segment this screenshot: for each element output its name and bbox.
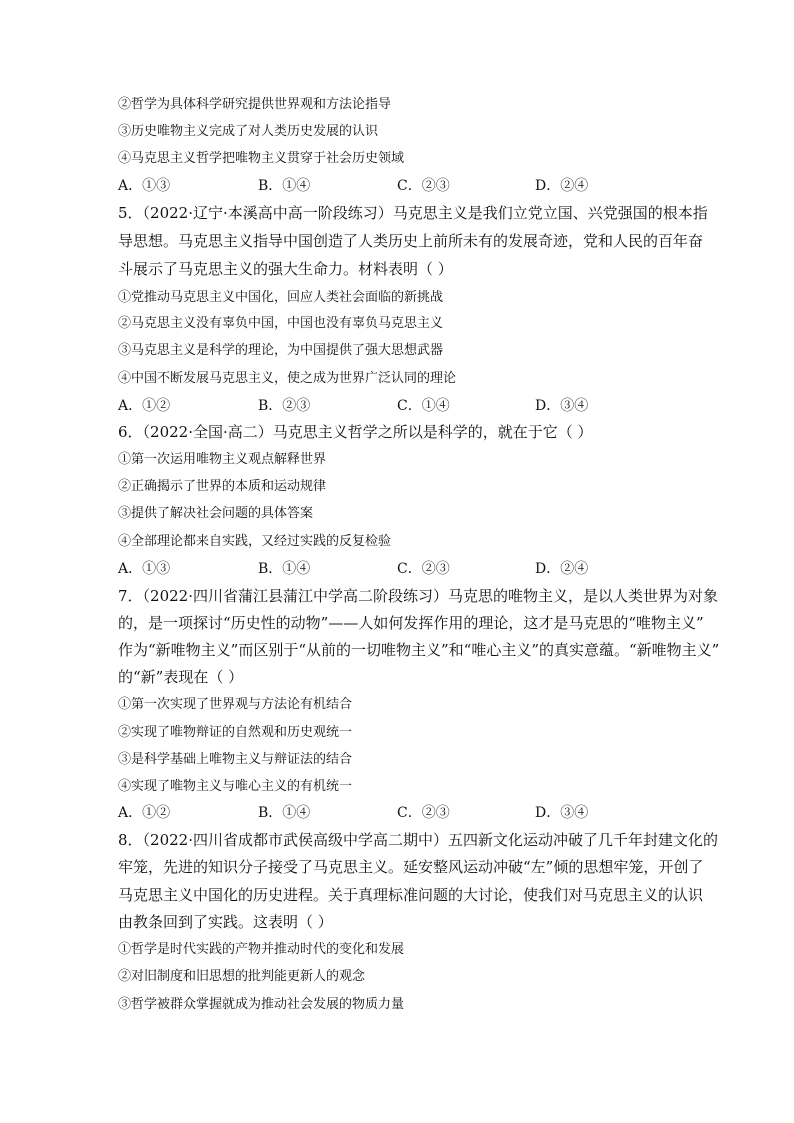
q5-option-b[interactable]: B．②③ [258, 398, 311, 414]
q7-item-2: ②实现了唯物辩证的自然观和历史观统一 [118, 725, 353, 740]
q6-item-2: ②正确揭示了世界的本质和运动规律 [118, 479, 327, 494]
q4-item-4: ④马克思主义哲学把唯物主义贯穿于社会历史领域 [118, 151, 405, 166]
q8-stem-line-1: 8．（2022·四川省成都市武侯高级中学高二期中）五四新文化运动冲破了几千年封建文化的 [118, 831, 718, 849]
q6-option-b[interactable]: B．①④ [258, 561, 311, 577]
q6-option-d[interactable]: D．②④ [535, 561, 589, 577]
q8-stem-line-2: 牢笼，先进的知识分子接受了马克思主义。延安整风运动冲破“左”倾的思想牢笼，开创了 [118, 858, 704, 876]
q8-stem-line-4: 由教条回到了实践。这表明（ ） [118, 913, 333, 931]
q6-option-c[interactable]: C．②③ [397, 561, 450, 577]
q6-item-1: ①第一次运用唯物主义观点解释世界 [118, 452, 327, 467]
q5-stem-line-2: 导思想。马克思主义指导中国创造了人类历史上前所未有的发展奇迹，党和人民的百年奋 [118, 232, 704, 250]
q4-option-b[interactable]: B．①④ [258, 178, 311, 194]
q5-item-1: ①党推动马克思主义中国化，回应人类社会面临的新挑战 [118, 290, 444, 305]
q4-option-a[interactable]: A．①③ [118, 178, 171, 194]
q7-option-a[interactable]: A．①② [118, 805, 171, 821]
q4-options [118, 176, 678, 196]
q8-item-2: ②对旧制度和旧思想的批判能更新人的观念 [118, 969, 366, 984]
q5-item-2: ②马克思主义没有辜负中国，中国也没有辜负马克思主义 [118, 316, 444, 331]
q5-item-3: ③马克思主义是科学的理论，为中国提供了强大思想武器 [118, 343, 444, 358]
q7-stem-line-3: 作为“新唯物主义”而区别于“从前的一切唯物主义”和“唯心主义”的真实意蕴。“新唯物主义” [118, 641, 720, 659]
q5-options [118, 396, 678, 416]
q6-item-4: ④全部理论都来自实践，又经过实践的反复检验 [118, 534, 392, 549]
q4-option-c[interactable]: C．②③ [397, 178, 450, 194]
q7-item-3: ③是科学基础上唯物主义与辩证法的结合 [118, 752, 353, 767]
q6-item-3: ③提供了解决社会问题的具体答案 [118, 506, 314, 521]
q4-item-2: ②哲学为具体科学研究提供世界观和方法论指导 [118, 97, 392, 112]
q6-option-a[interactable]: A．①③ [118, 561, 171, 577]
q7-option-b[interactable]: B．①④ [258, 805, 311, 821]
q4-option-d[interactable]: D．②④ [535, 178, 589, 194]
q7-item-4: ④实现了唯物主义与唯心主义的有机统一 [118, 779, 353, 794]
q7-stem-line-4: 的“新”表现在（ ） [118, 668, 244, 686]
q7-option-c[interactable]: C．②③ [397, 805, 450, 821]
q5-option-d[interactable]: D．③④ [535, 398, 589, 414]
q5-option-a[interactable]: A．①② [118, 398, 171, 414]
q7-option-d[interactable]: D．③④ [535, 805, 589, 821]
q7-stem-line-2: 的，是一项探讨“历史性的动物”——人如何发挥作用的理论，这才是马克思的“唯物主义” [118, 614, 704, 632]
q5-stem-line-3: 斗展示了马克思主义的强大生命力。材料表明（ ） [118, 260, 453, 278]
q6-stem-line-1: 6．（2022·全国·高二）马克思主义哲学之所以是科学的，就在于它（ ） [118, 423, 593, 441]
q6-options [118, 559, 678, 579]
q8-stem-line-3: 马克思主义中国化的历史进程。关于真理标准问题的大讨论，使我们对马克思主义的认识 [118, 886, 704, 904]
q5-item-4: ④中国不断发展马克思主义，使之成为世界广泛认同的理论 [118, 371, 457, 386]
q4-item-3: ③历史唯物主义完成了对人类历史发展的认识 [118, 124, 379, 139]
q8-item-1: ①哲学是时代实践的产物并推动时代的变化和发展 [118, 942, 405, 957]
q8-item-3: ③哲学被群众掌握就成为推动社会发展的物质力量 [118, 997, 405, 1012]
q5-option-c[interactable]: C．①④ [397, 398, 450, 414]
q7-item-1: ①第一次实现了世界观与方法论有机结合 [118, 697, 353, 712]
q7-options [118, 803, 678, 823]
q7-stem-line-1: 7．（2022·四川省蒲江县蒲江中学高二阶段练习）马克思的唯物主义，是以人类世界为对象 [118, 587, 718, 605]
q5-stem-line-1: 5．（2022·辽宁·本溪高中高一阶段练习）马克思主义是我们立党立国、兴党强国的根本指 [118, 204, 708, 222]
